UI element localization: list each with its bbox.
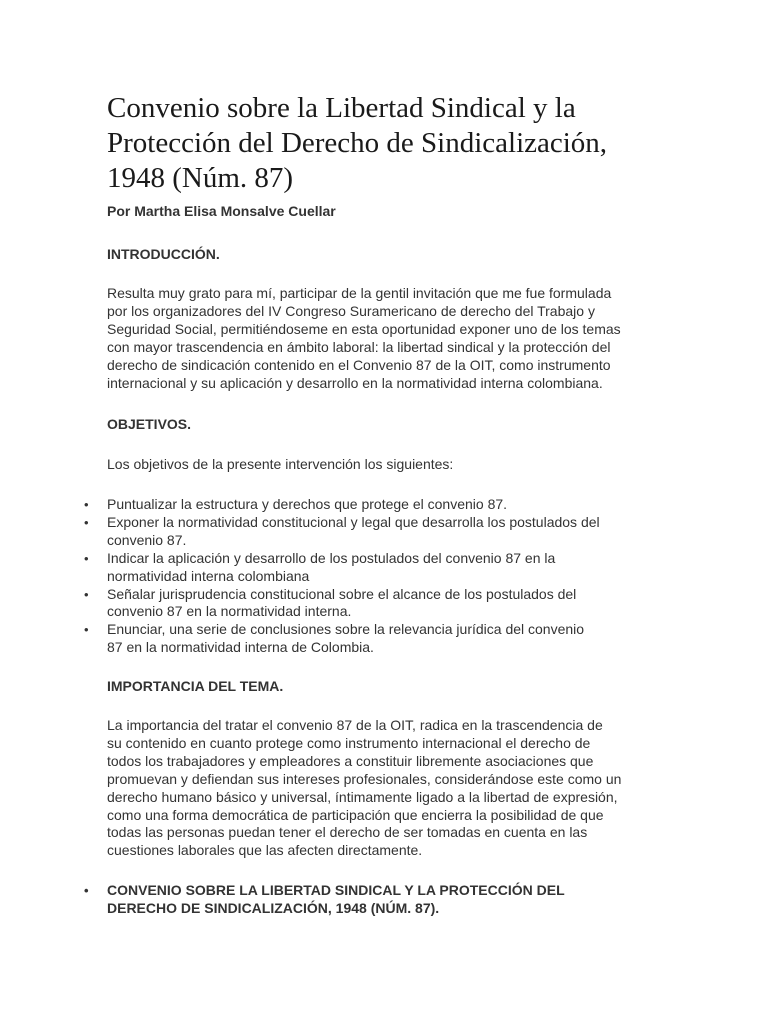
paragraph-line: derecho de sindicación contenido en el Convenio 87 de la OIT, como instrumento xyxy=(107,356,611,373)
paragraph-line: derecho humano básico y universal, íntimamente ligado a la libertad de expresión, xyxy=(107,788,618,805)
paragraph-line: todas las personas puedan tener el derecho de ser tomadas en cuenta en las xyxy=(107,824,588,841)
paragraph-line: Resulta muy grato para mí, participar de la gentil invitación que me fue formulada xyxy=(107,285,612,301)
objectives-list xyxy=(0,496,700,657)
title-line: Convenio sobre la Libertad Sindical y la xyxy=(107,92,576,124)
list-item: • Enunciar, una serie de conclusiones sobre la relevancia jurídica del convenio 87 en la normatividad interna de Colombia. xyxy=(84,621,585,656)
paragraph-line: todos los trabajadores y empleadores a constituir libremente asociaciones que xyxy=(107,752,594,769)
objectives-heading: OBJETIVOS. xyxy=(107,416,192,432)
list-item: • Exponer la normatividad constitucional y legal que desarrolla los postulados del convenio 87. xyxy=(84,513,600,548)
paragraph-line: cuestiones laborales que las afecten directamente. xyxy=(107,842,423,859)
paragraph-line: como una forma democrática de participación que encierra la posibilidad de que xyxy=(107,806,604,823)
list-item: • Puntualizar la estructura y derechos que protege el convenio 87. xyxy=(84,496,508,512)
document-title xyxy=(107,91,667,196)
paragraph-line: por los organizadores del IV Congreso Suramericano de derecho del Trabajo y xyxy=(107,302,595,319)
importance-heading: IMPORTANCIA DEL TEMA. xyxy=(107,678,284,694)
objectives-lead: Los objetivos de la presente intervención los siguientes: xyxy=(107,456,454,472)
paragraph-line: su contenido en cuanto protege como instrumento internacional el derecho de xyxy=(107,734,591,751)
intro-heading: INTRODUCCIÓN. xyxy=(107,246,220,262)
list-item: • CONVENIO SOBRE LA LIBERTAD SINDICAL Y LA PROTECCIÓN DEL DERECHO DE SINDICALIZACIÓN, 1948 (NÚM. 87). xyxy=(84,882,565,916)
paragraph-line: con mayor trascendencia en ámbito laboral: la libertad sindical y la protección del xyxy=(107,338,611,355)
paragraph-line: La importancia del tratar el convenio 87 de la OIT, radica en la trascendencia de xyxy=(107,717,603,733)
author-byline: Por Martha Elisa Monsalve Cuellar xyxy=(107,203,336,219)
bullet-icon: • xyxy=(84,497,89,512)
paragraph-line: internacional y su aplicación y desarrollo en la normatividad interna colombiana. xyxy=(107,374,603,391)
bullet-icon: • xyxy=(84,550,89,566)
paragraph-line: promuevan y defiendan sus intereses profesionales, considerándose este como un xyxy=(107,770,622,787)
section-heading-list xyxy=(0,882,700,918)
title-line: Protección del Derecho de Sindicalización, xyxy=(107,127,608,159)
intro-paragraph xyxy=(107,285,667,392)
list-item: • Señalar jurisprudencia constitucional sobre el alcance de los postulados del convenio 87 en la normatividad interna. xyxy=(84,585,577,620)
bullet-icon: • xyxy=(84,622,89,638)
importance-paragraph xyxy=(107,717,667,860)
bullet-icon: • xyxy=(84,586,89,602)
bullet-icon: • xyxy=(84,514,89,530)
bullet-icon: • xyxy=(84,883,89,898)
list-item: • Indicar la aplicación y desarrollo de los postulados del convenio 87 en la normatividad interna colombiana xyxy=(84,549,556,584)
paragraph-line: Seguridad Social, permitiéndoseme en esta oportunidad exponer uno de los temas xyxy=(107,320,621,337)
title-line: 1948 (Núm. 87) xyxy=(107,162,294,194)
